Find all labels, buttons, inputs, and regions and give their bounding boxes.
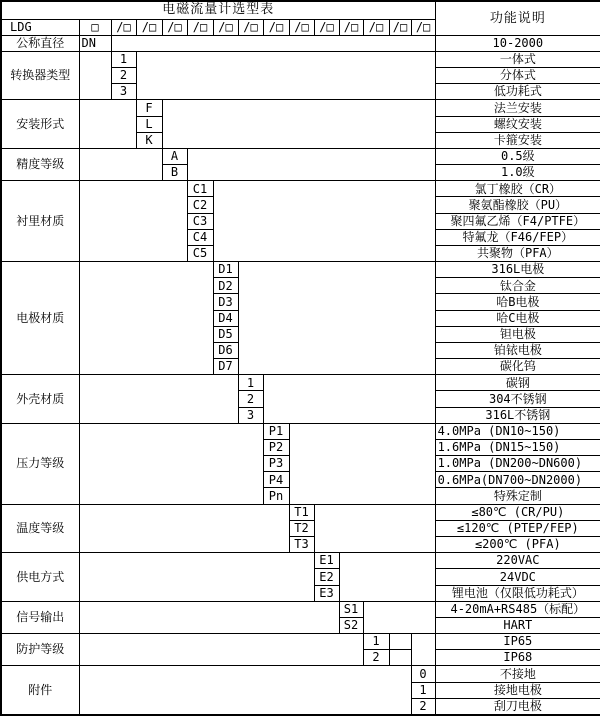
code-cell: E2	[314, 569, 339, 585]
code-cell: B	[162, 165, 187, 181]
description-cell: 4-20mA+RS485（标配）	[435, 601, 600, 617]
description-cell: 哈B电极	[435, 294, 600, 310]
code-cell: T1	[289, 504, 314, 520]
category-label: 安装形式	[1, 100, 79, 149]
description-cell: 304不锈钢	[435, 391, 600, 407]
code-cell: K	[136, 132, 162, 148]
description-cell: 氯丁橡胶（CR）	[435, 181, 600, 197]
description-cell: 1.0级	[435, 165, 600, 181]
empty-box-cell	[389, 650, 411, 666]
model-segment-box: /□	[111, 19, 136, 35]
code-cell: D1	[213, 262, 238, 278]
model-segment-box: /□	[314, 19, 339, 35]
description-cell: 0.5级	[435, 148, 600, 164]
code-cell: C1	[187, 181, 213, 197]
code-cell: 1	[111, 51, 136, 67]
category-label: 外壳材质	[1, 375, 79, 424]
model-base-box: □	[79, 19, 111, 35]
code-cell: S1	[339, 601, 363, 617]
code-cell: 2	[363, 650, 389, 666]
description-cell: 接地电极	[435, 682, 600, 698]
model-segment-box: /□	[187, 19, 213, 35]
empty-region-right	[162, 100, 435, 149]
description-cell: 分体式	[435, 68, 600, 84]
description-cell: ≤200℃ (PFA)	[435, 537, 600, 553]
category-label: 防护等级	[1, 634, 79, 666]
empty-region-left	[79, 262, 213, 375]
code-cell: P3	[263, 456, 289, 472]
description-cell: ≤120℃ (PTEP/FEP)	[435, 520, 600, 536]
empty-region-right	[411, 634, 435, 666]
description-cell: HART	[435, 617, 600, 633]
code-cell: 3	[238, 407, 263, 423]
category-label: 温度等级	[1, 504, 79, 553]
description-cell: 24VDC	[435, 569, 600, 585]
model-segment-box: /□	[263, 19, 289, 35]
description-cell: 碳化钨	[435, 359, 600, 375]
description-cell: 卡箍安装	[435, 132, 600, 148]
code-cell: 2	[111, 68, 136, 84]
category-label: 供电方式	[1, 553, 79, 602]
code-cell: D3	[213, 294, 238, 310]
empty-region-left	[79, 553, 314, 602]
code-cell: C2	[187, 197, 213, 213]
category-label: 电极材质	[1, 262, 79, 375]
description-cell: IP68	[435, 650, 600, 666]
code-cell: D5	[213, 326, 238, 342]
description-cell: 哈C电极	[435, 310, 600, 326]
code-cell: 2	[411, 698, 435, 715]
empty-region-right	[187, 148, 435, 180]
empty-region-right	[339, 553, 435, 602]
code-cell: 1	[238, 375, 263, 391]
description-cell: 法兰安装	[435, 100, 600, 116]
code-cell: P4	[263, 472, 289, 488]
description-cell: 锂电池（仅限低功耗式）	[435, 585, 600, 601]
selection-table-body	[1, 1, 600, 715]
code-cell: P1	[263, 423, 289, 439]
empty-region-right	[263, 375, 435, 424]
empty-region-left	[79, 601, 339, 633]
category-label: 衬里材质	[1, 181, 79, 262]
code-cell: L	[136, 116, 162, 132]
description-cell: 0.6MPa(DN700~DN2000)	[435, 472, 600, 488]
function-description-header: 功能说明	[435, 1, 600, 35]
model-segment-box: /□	[213, 19, 238, 35]
code-cell: S2	[339, 617, 363, 633]
description-cell: 钽电极	[435, 326, 600, 342]
description-cell: 共聚物（PFA）	[435, 245, 600, 261]
category-label: 信号输出	[1, 601, 79, 633]
description-cell: 1.0MPa (DN200~DN600)	[435, 456, 600, 472]
model-segment-box: /□	[363, 19, 389, 35]
description-cell: 碳钢	[435, 375, 600, 391]
empty-box-cell	[389, 634, 411, 650]
description-cell: 1.6MPa (DN15~150)	[435, 439, 600, 455]
description-cell: 特殊定制	[435, 488, 600, 504]
empty-region-left	[79, 666, 411, 715]
description-cell: 4.0MPa (DN10~150)	[435, 423, 600, 439]
empty-region-right	[238, 262, 435, 375]
description-cell: ≤80℃ (CR/PU)	[435, 504, 600, 520]
description-cell: 10-2000	[435, 35, 600, 51]
model-segment-box: /□	[411, 19, 435, 35]
code-cell: D4	[213, 310, 238, 326]
code-cell: 1	[363, 634, 389, 650]
code-cell: C4	[187, 229, 213, 245]
description-cell: 铂铱电极	[435, 342, 600, 358]
code-cell: Pn	[263, 488, 289, 504]
code-cell: P2	[263, 439, 289, 455]
code-cell: 0	[411, 666, 435, 682]
model-segment-box: /□	[339, 19, 363, 35]
empty-region-left	[79, 100, 136, 149]
table-title: 电磁流量计选型表	[1, 1, 435, 19]
code-cell: T3	[289, 537, 314, 553]
empty-region-left	[79, 504, 289, 553]
empty-region-right	[213, 181, 435, 262]
description-cell: 不接地	[435, 666, 600, 682]
category-label: 转换器类型	[1, 51, 79, 100]
description-cell: 聚氨酯橡胶（PU）	[435, 197, 600, 213]
model-segment-box: /□	[238, 19, 263, 35]
category-label: 公称直径	[1, 35, 79, 51]
code-cell: D2	[213, 278, 238, 294]
category-label: 精度等级	[1, 148, 79, 180]
code-cell: C5	[187, 245, 213, 261]
code-cell: C3	[187, 213, 213, 229]
code-cell: 1	[411, 682, 435, 698]
code-cell: DN	[79, 35, 111, 51]
empty-region-right	[136, 51, 435, 100]
model-prefix: LDG	[1, 19, 79, 35]
code-cell: 2	[238, 391, 263, 407]
description-cell: IP65	[435, 634, 600, 650]
empty-region-left	[79, 51, 111, 100]
code-cell: D6	[213, 342, 238, 358]
code-cell: E3	[314, 585, 339, 601]
description-cell: 低功耗式	[435, 84, 600, 100]
empty-region-right	[363, 601, 435, 633]
code-cell: E1	[314, 553, 339, 569]
empty-region-left	[79, 423, 263, 504]
model-segment-box: /□	[289, 19, 314, 35]
empty-region-right	[111, 35, 435, 51]
description-cell: 螺纹安装	[435, 116, 600, 132]
model-segment-box: /□	[389, 19, 411, 35]
empty-region-left	[79, 181, 187, 262]
model-segment-box: /□	[162, 19, 187, 35]
code-cell: A	[162, 148, 187, 164]
category-label: 压力等级	[1, 423, 79, 504]
code-cell: F	[136, 100, 162, 116]
code-cell: 3	[111, 84, 136, 100]
description-cell: 316L不锈钢	[435, 407, 600, 423]
empty-region-left	[79, 634, 363, 666]
code-cell: T2	[289, 520, 314, 536]
description-cell: 220VAC	[435, 553, 600, 569]
empty-region-right	[289, 423, 435, 504]
model-segment-box: /□	[136, 19, 162, 35]
category-label: 附件	[1, 666, 79, 715]
empty-region-right	[314, 504, 435, 553]
code-cell: D7	[213, 359, 238, 375]
description-cell: 聚四氟乙烯（F4/PTFE）	[435, 213, 600, 229]
description-cell: 特氟龙（F46/FEP）	[435, 229, 600, 245]
description-cell: 一体式	[435, 51, 600, 67]
description-cell: 316L电极	[435, 262, 600, 278]
empty-region-left	[79, 375, 238, 424]
description-cell: 刮刀电极	[435, 698, 600, 715]
empty-region-left	[79, 148, 162, 180]
description-cell: 钛合金	[435, 278, 600, 294]
